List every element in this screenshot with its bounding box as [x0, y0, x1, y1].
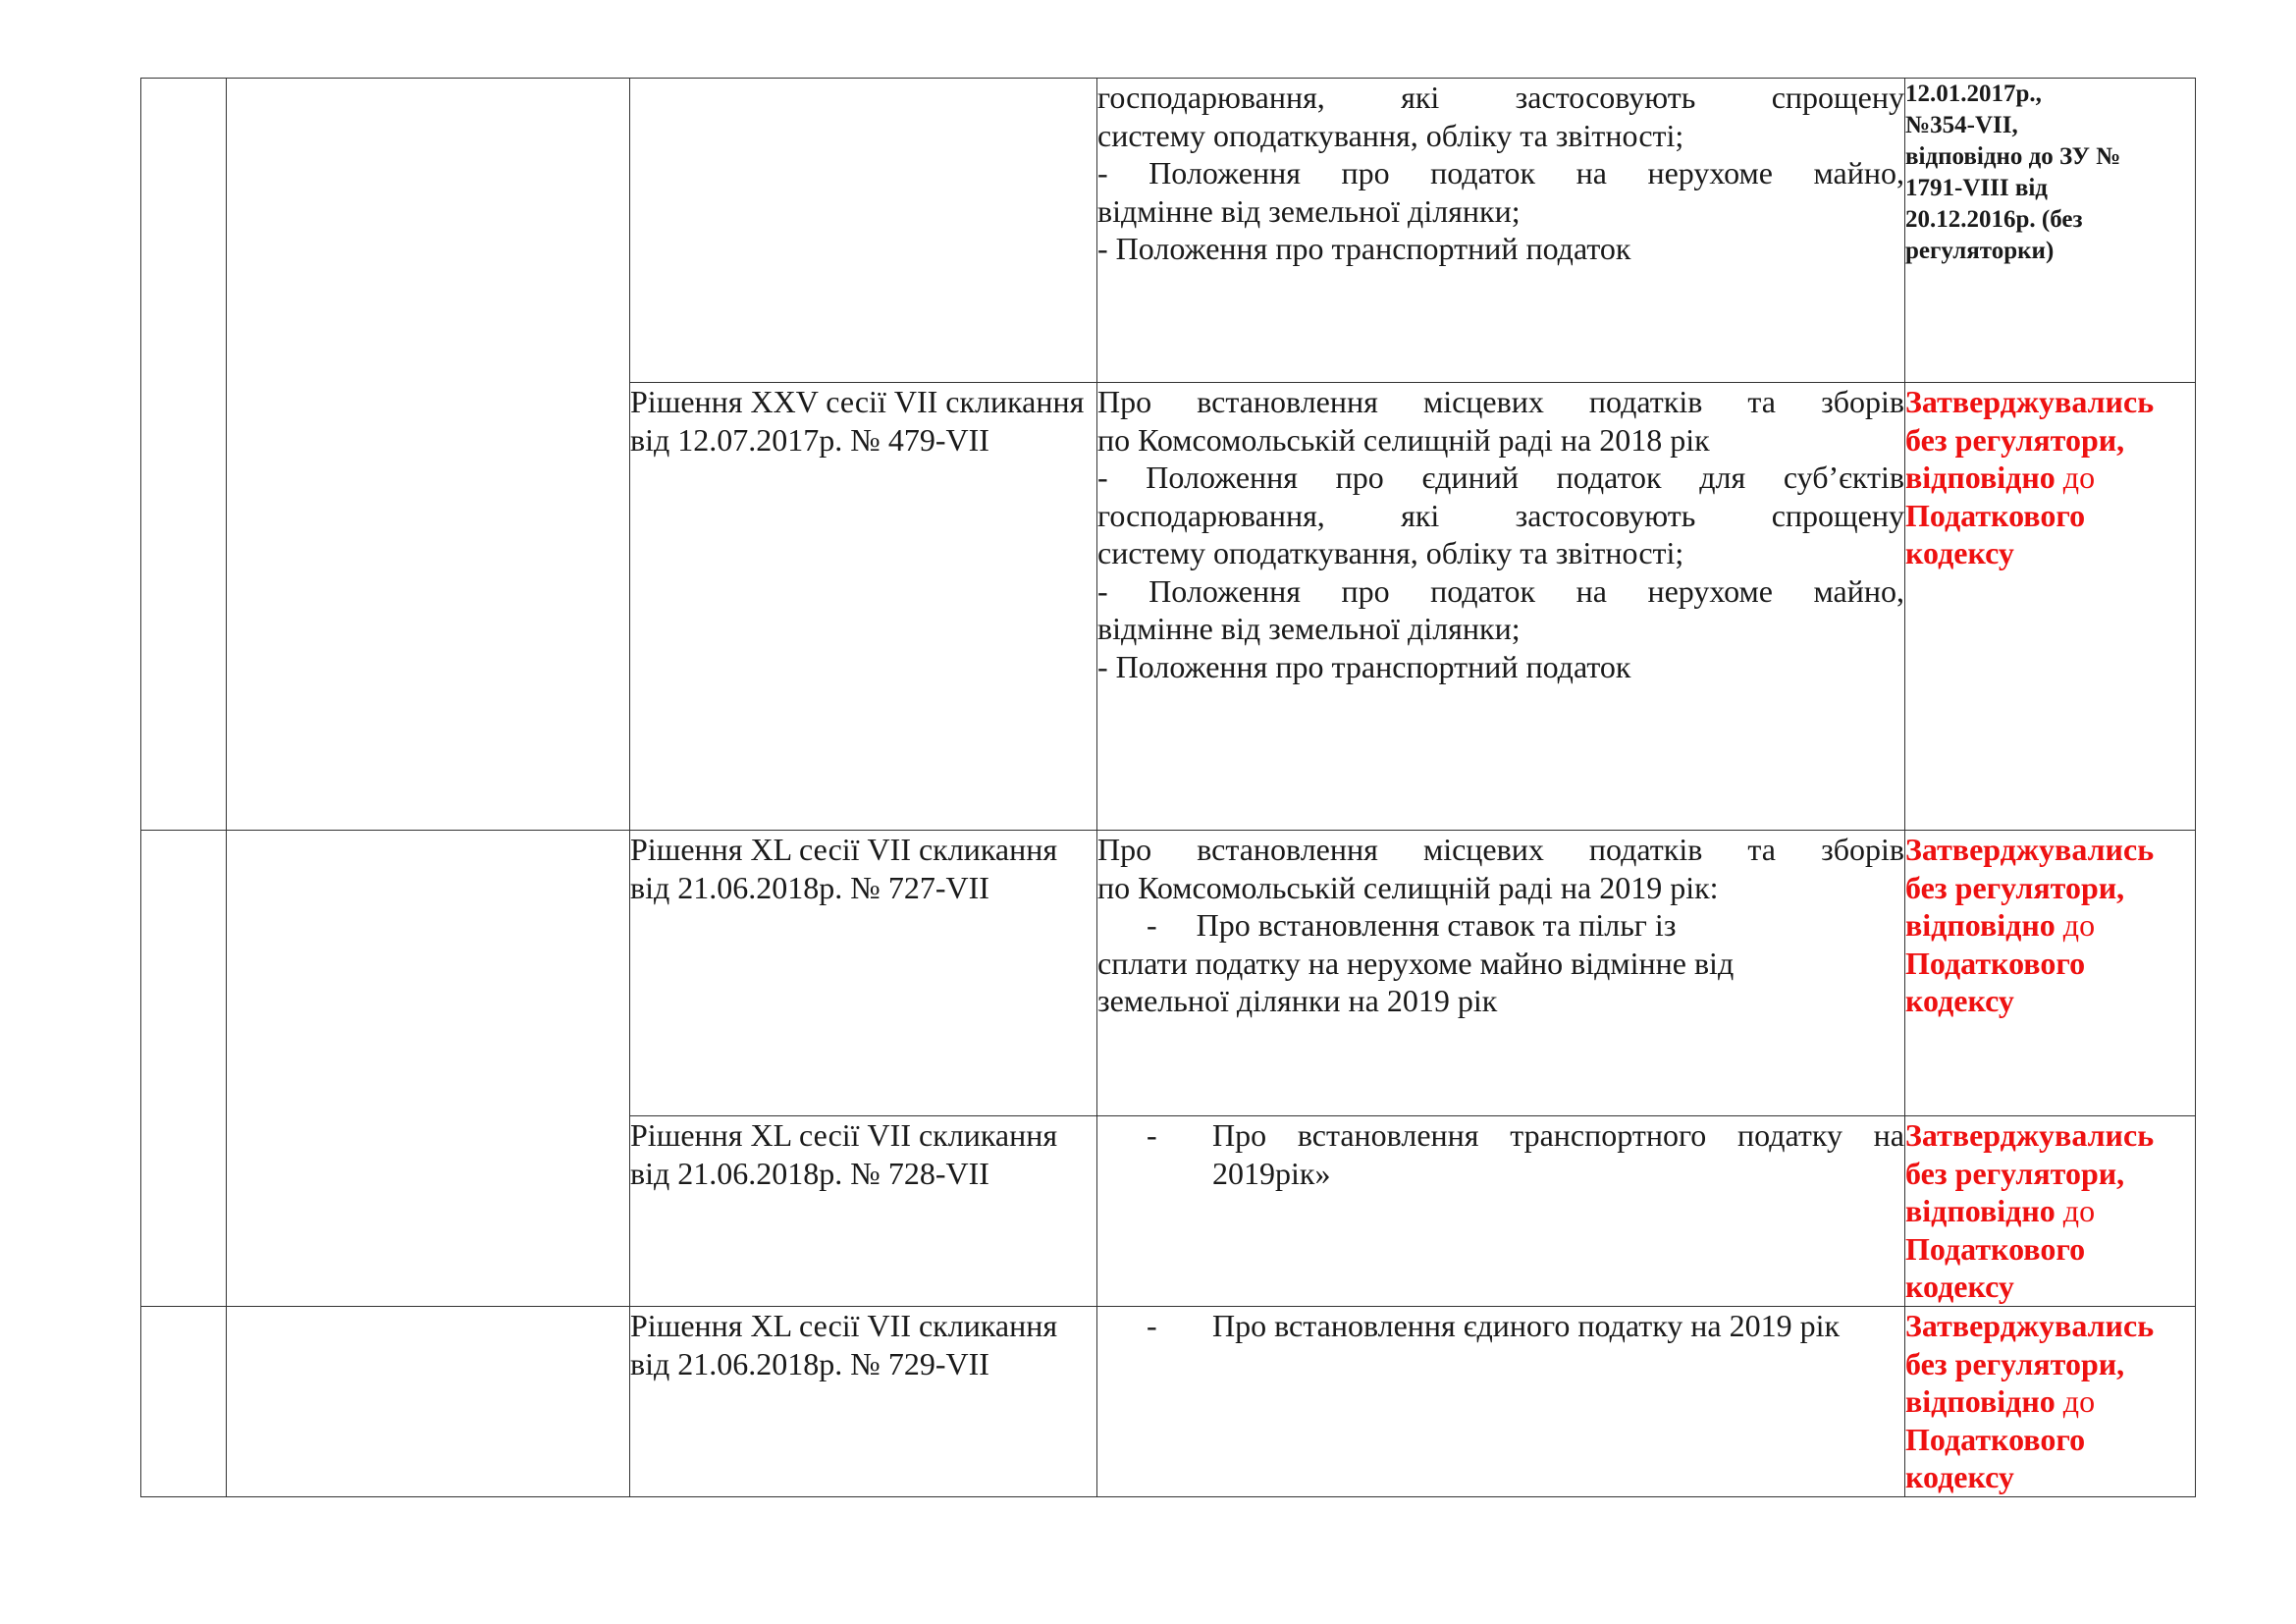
- content-line: Про встановлення місцевих податків та зборів: [1097, 832, 1904, 867]
- content-cell: [1097, 831, 1905, 1116]
- note-line: Податкового: [1905, 497, 2086, 533]
- content-cell: [1097, 1307, 1905, 1497]
- note-line: Податкового: [1905, 1230, 2086, 1267]
- number-cell: [141, 831, 227, 1307]
- note-line: без регулятори,: [1905, 869, 2125, 905]
- content-line: - Положення про податок на нерухоме майно,: [1097, 155, 1904, 190]
- dash-marker: -: [1147, 1308, 1157, 1343]
- number-cell: [141, 1307, 227, 1497]
- content-line: систему оподаткування, обліку та звітності;: [1097, 535, 1684, 570]
- table-row: [141, 79, 2196, 383]
- dash-item: [1097, 906, 1904, 945]
- note-line: [1905, 906, 2195, 945]
- content-line: відмінне від земельної ділянки;: [1097, 611, 1521, 646]
- decision-cell: Рішення XXV сесії VII скликання від 12.07.2017р. № 479-VII: [630, 383, 1097, 831]
- note-cell: [1905, 831, 2196, 1116]
- dash-marker: -: [1147, 1117, 1157, 1153]
- note-cell: [1905, 1307, 2196, 1497]
- content-line: по Комсомольській селищній раді на 2019 рік:: [1097, 869, 1719, 905]
- decision-cell: Рішення XL сесії VII скликання від 21.06.2018р. № 728-VII: [630, 1116, 1097, 1307]
- note-line: без регулятори,: [1905, 421, 2125, 458]
- note-line: відповідно до ЗУ №: [1905, 143, 2121, 170]
- content-line: - Положення про транспортний податок: [1097, 648, 1631, 684]
- name-cell: [227, 79, 630, 831]
- decision-cell: Рішення XL сесії VII скликання від 21.06.2018р. № 729-VII: [630, 1307, 1097, 1497]
- content-line: - Положення про транспортний податок: [1097, 231, 1631, 266]
- note-word: відповідно: [1905, 1383, 2056, 1419]
- content-line: господарювання, які застосовують спрощену: [1097, 497, 1904, 533]
- note-line: 1791-VIII від: [1905, 175, 2048, 201]
- dash-item: [1097, 1116, 1904, 1192]
- item-text: Про встановлення ставок та пільг із: [1196, 907, 1677, 943]
- content-line: Про встановлення місцевих податків та зборів: [1097, 384, 1904, 419]
- note-line: кодексу: [1905, 535, 2014, 570]
- note-line: Затверджувались: [1905, 1308, 2155, 1343]
- note-line: 20.12.2016р. (без: [1905, 206, 2083, 233]
- note-line: [1905, 1192, 2195, 1230]
- note-line: кодексу: [1905, 1459, 2014, 1494]
- content-line: сплати податку на нерухоме майно відмінне від: [1097, 945, 1735, 981]
- note-line: кодексу: [1905, 1269, 2014, 1304]
- note-line: Затверджувались: [1905, 384, 2155, 419]
- decision-cell: [630, 79, 1097, 383]
- note-line: 12.01.2017р.,: [1905, 81, 2042, 107]
- item-text: Про встановлення транспортного податку на 2019рік»: [1212, 1117, 1904, 1191]
- note-line: без регулятори,: [1905, 1345, 2125, 1381]
- table-row: [141, 831, 2196, 1116]
- table-row: [141, 1307, 2196, 1497]
- note-word: відповідно: [1905, 460, 2056, 495]
- content-cell: [1097, 1116, 1905, 1307]
- note-line: [1905, 1382, 2195, 1421]
- dash-marker: -: [1147, 907, 1157, 943]
- content-line: систему оподаткування, обліку та звітності;: [1097, 117, 1684, 153]
- name-cell: [227, 1307, 630, 1497]
- note-word: до: [2062, 1383, 2096, 1419]
- note-line: без регулятори,: [1905, 1155, 2125, 1191]
- decision-cell: Рішення XL сесії VII скликання від 21.06.2018р. № 727-VII: [630, 831, 1097, 1116]
- note-line: Податкового: [1905, 1421, 2086, 1457]
- note-line: регуляторки): [1905, 238, 2055, 264]
- note-cell: [1905, 383, 2196, 831]
- note-word: до: [2062, 460, 2096, 495]
- note-word: до: [2062, 1193, 2096, 1228]
- regulations-table: [140, 78, 2196, 1497]
- dash-item: [1097, 1307, 1904, 1345]
- content-line: по Комсомольській селищній раді на 2018 рік: [1097, 421, 1710, 458]
- content-line: земельної ділянки на 2019 рік: [1097, 983, 1498, 1018]
- content-cell: [1097, 79, 1905, 383]
- note-line: кодексу: [1905, 983, 2014, 1018]
- note-line: Затверджувались: [1905, 832, 2155, 867]
- note-cell: [1905, 1116, 2196, 1307]
- item-text: Про встановлення єдиного податку на 2019 рік: [1212, 1308, 1841, 1343]
- content-line: - Положення про податок на нерухоме майно,: [1097, 572, 1904, 609]
- content-line: господарювання, які застосовують спрощену: [1097, 80, 1904, 115]
- note-line: [1905, 459, 2195, 497]
- note-line: №354-VII,: [1905, 112, 2018, 138]
- number-cell: [141, 79, 227, 831]
- note-word: відповідно: [1905, 1193, 2056, 1228]
- note-word: відповідно: [1905, 907, 2056, 943]
- note-cell: [1905, 79, 2196, 383]
- note-line: Затверджувались: [1905, 1117, 2155, 1153]
- content-line: відмінне від земельної ділянки;: [1097, 192, 1521, 229]
- name-cell: [227, 831, 630, 1307]
- note-line: Податкового: [1905, 945, 2086, 981]
- note-word: до: [2062, 907, 2096, 943]
- content-line: - Положення про єдиний податок для суб’єктів: [1097, 460, 1904, 495]
- content-cell: [1097, 383, 1905, 831]
